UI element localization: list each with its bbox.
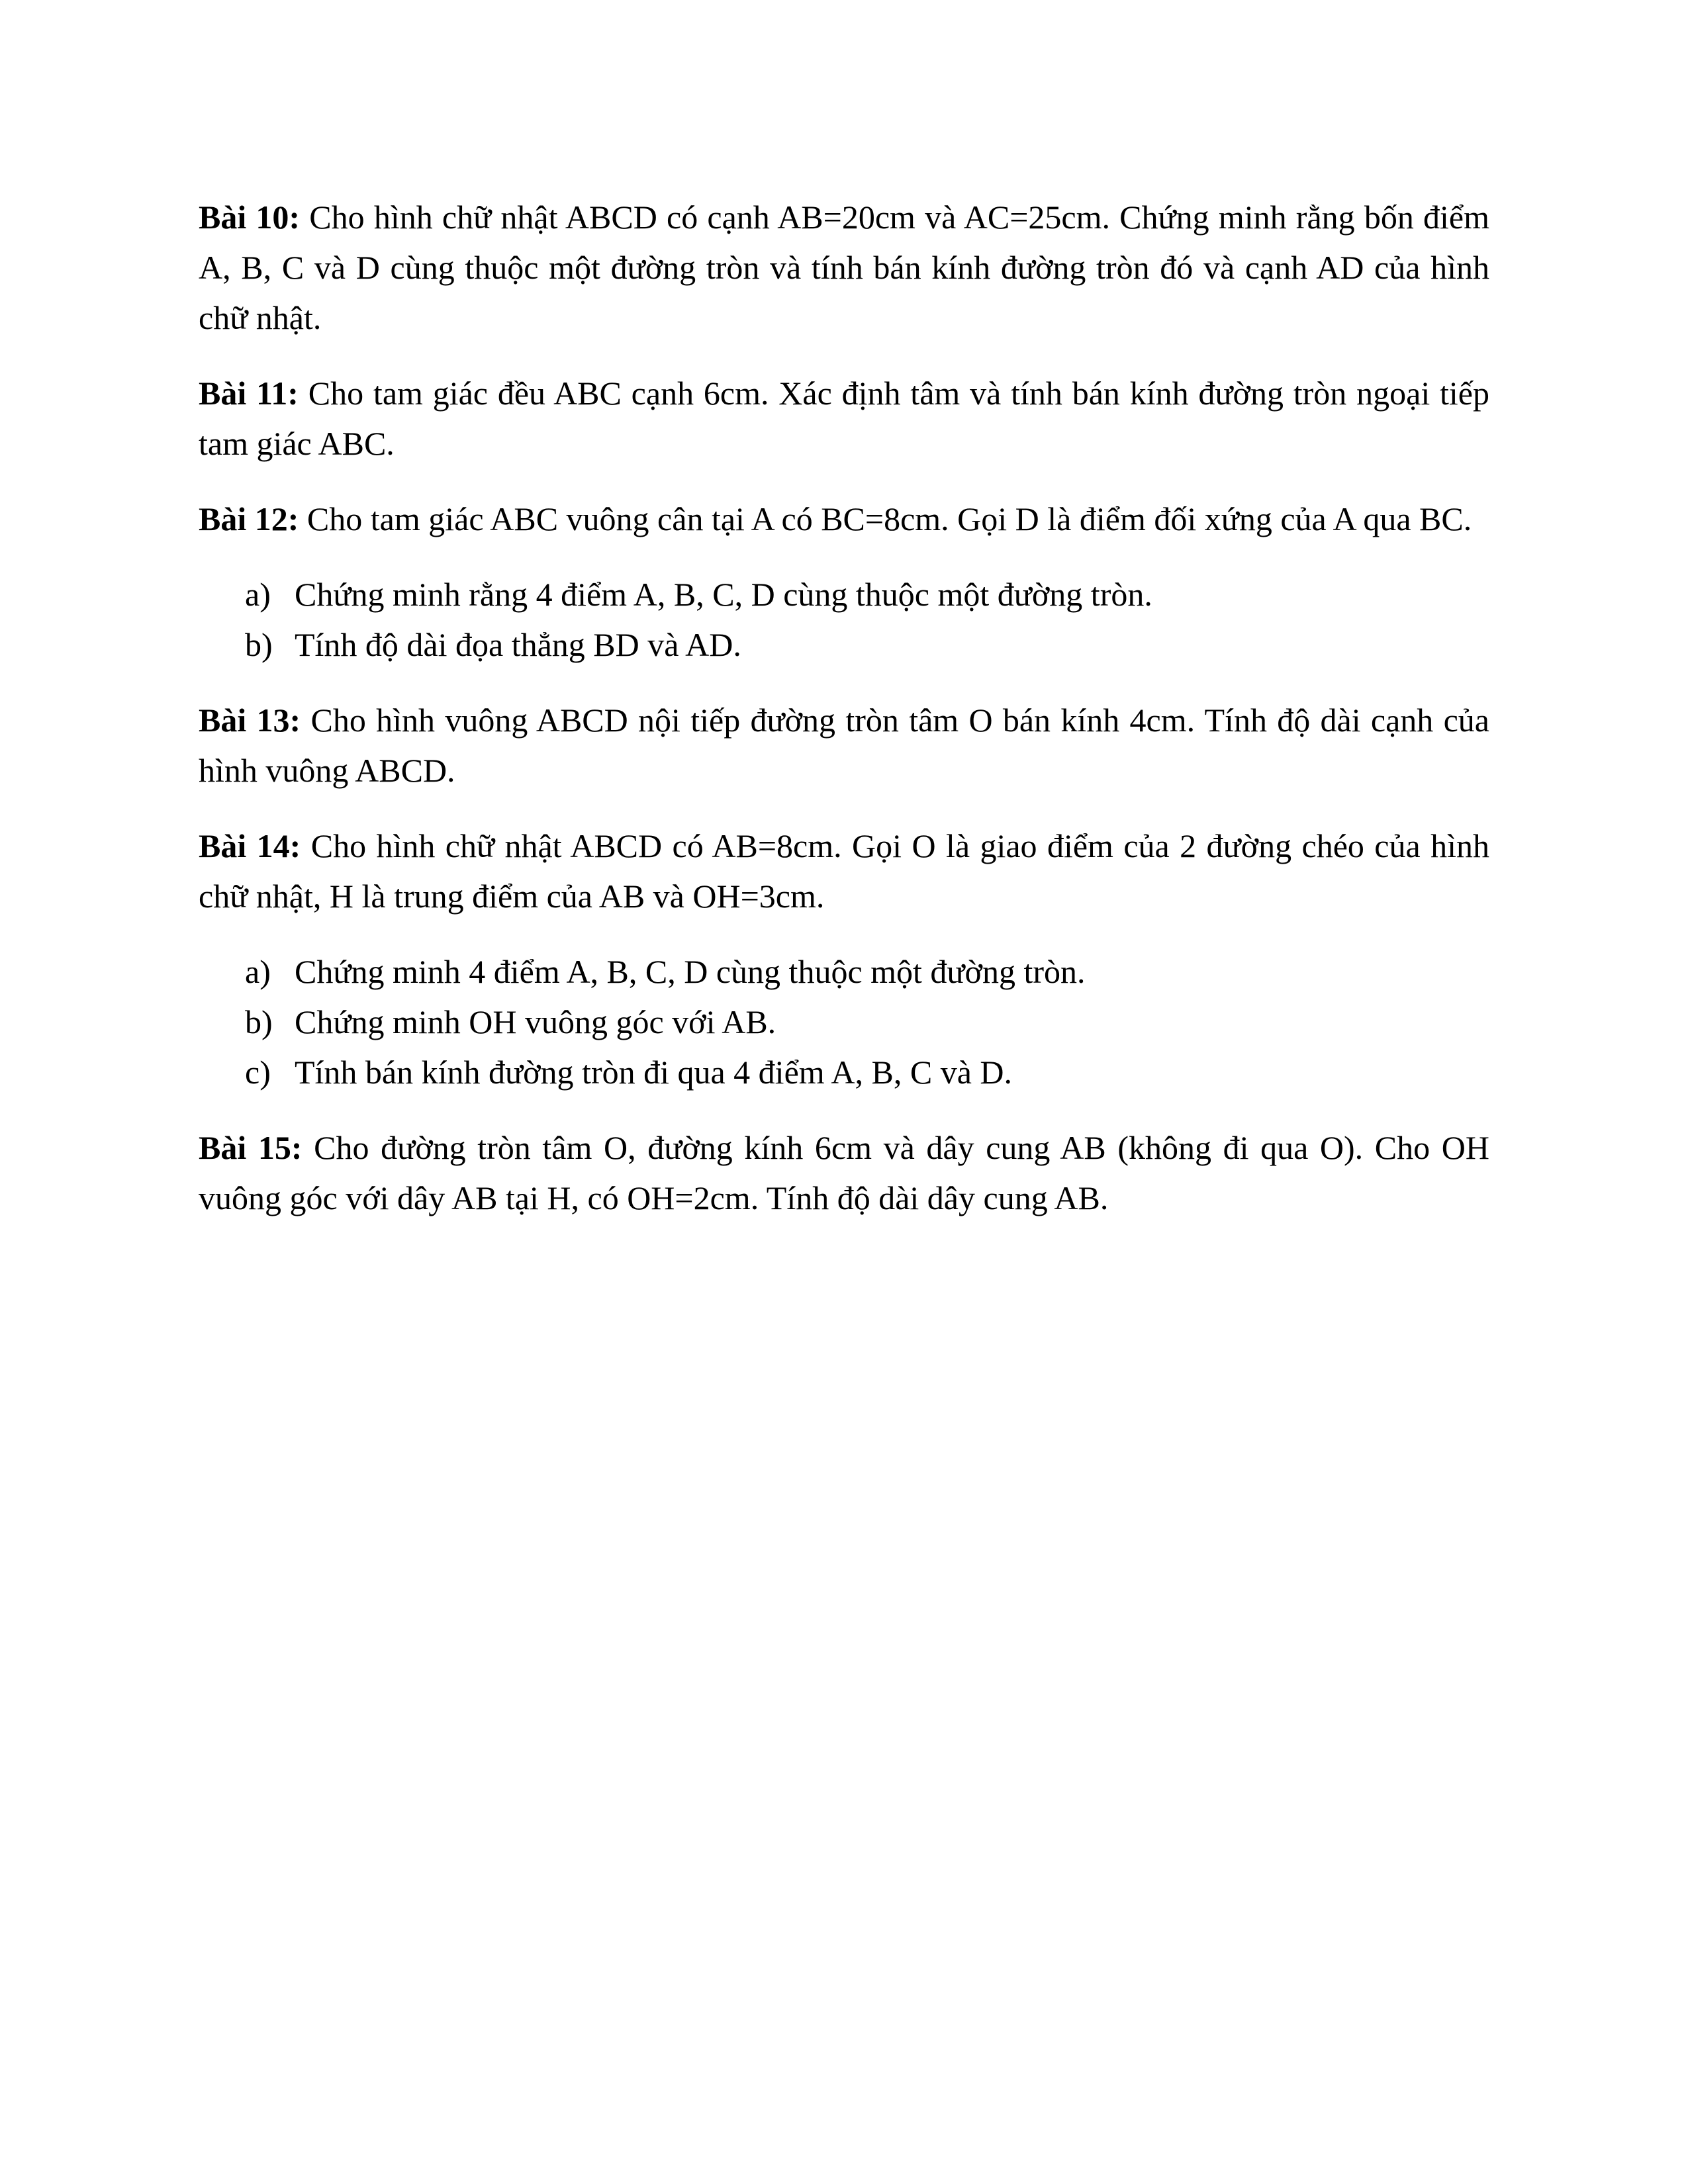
subquestion-marker: c) xyxy=(245,1054,271,1091)
problem-label: Bài 13: xyxy=(199,702,301,739)
problem-14 xyxy=(199,821,1489,921)
problem-14-subquestions xyxy=(199,946,1489,1097)
problem-label: Bài 11: xyxy=(199,375,299,412)
subquestion-marker: a) xyxy=(245,576,271,613)
subquestion-item xyxy=(199,997,1489,1047)
problem-label: Bài 10: xyxy=(199,199,301,236)
problem-label: Bài 15: xyxy=(199,1129,303,1166)
problem-12-subquestions xyxy=(199,569,1489,670)
subquestion-marker: a) xyxy=(245,953,271,990)
subquestion-item xyxy=(199,569,1489,619)
subquestion-text: Tính bán kính đường tròn đi qua 4 điểm A, B, C và D. xyxy=(295,1054,1013,1091)
subquestion-marker: b) xyxy=(245,626,273,663)
problem-label: Bài 14: xyxy=(199,827,301,864)
problem-text: Cho đường tròn tâm O, đường kính 6cm và dây cung AB (không đi qua O). Cho OH vuông góc với dây AB tại H, có OH=2cm. Tính độ dài dây cung AB. xyxy=(199,1129,1489,1216)
subquestion-text: Tính độ dài đọa thẳng BD và AD. xyxy=(295,626,741,663)
document-page xyxy=(199,192,1489,1248)
problem-text: Cho hình chữ nhật ABCD có cạnh AB=20cm và AC=25cm. Chứng minh rằng bốn điểm A, B, C và D cùng thuộc một đường tròn và tính bán kính đường tròn đó và cạnh AD của hình chữ nhật. xyxy=(199,199,1489,336)
subquestion-item xyxy=(199,619,1489,670)
problem-text: Cho hình vuông ABCD nội tiếp đường tròn tâm O bán kính 4cm. Tính độ dài cạnh của hình vuông ABCD. xyxy=(199,702,1489,789)
subquestion-text: Chứng minh OH vuông góc với AB. xyxy=(295,1003,776,1040)
problem-15 xyxy=(199,1122,1489,1223)
subquestion-marker: b) xyxy=(245,1003,273,1040)
problem-11 xyxy=(199,368,1489,469)
subquestion-text: Chứng minh rằng 4 điểm A, B, C, D cùng thuộc một đường tròn. xyxy=(295,576,1152,613)
problem-label: Bài 12: xyxy=(199,500,299,537)
subquestion-text: Chứng minh 4 điểm A, B, C, D cùng thuộc một đường tròn. xyxy=(295,953,1086,990)
problem-10 xyxy=(199,192,1489,343)
problem-text: Cho hình chữ nhật ABCD có AB=8cm. Gọi O là giao điểm của 2 đường chéo của hình chữ nhật, H là trung điểm của AB và OH=3cm. xyxy=(199,827,1489,915)
problem-text: Cho tam giác ABC vuông cân tại A có BC=8cm. Gọi D là điểm đối xứng của A qua BC. xyxy=(299,500,1472,537)
problem-text: Cho tam giác đều ABC cạnh 6cm. Xác định tâm và tính bán kính đường tròn ngoại tiếp tam giác ABC. xyxy=(199,375,1489,462)
problem-12 xyxy=(199,494,1489,544)
subquestion-item xyxy=(199,1047,1489,1097)
problem-13 xyxy=(199,695,1489,796)
subquestion-item xyxy=(199,946,1489,997)
